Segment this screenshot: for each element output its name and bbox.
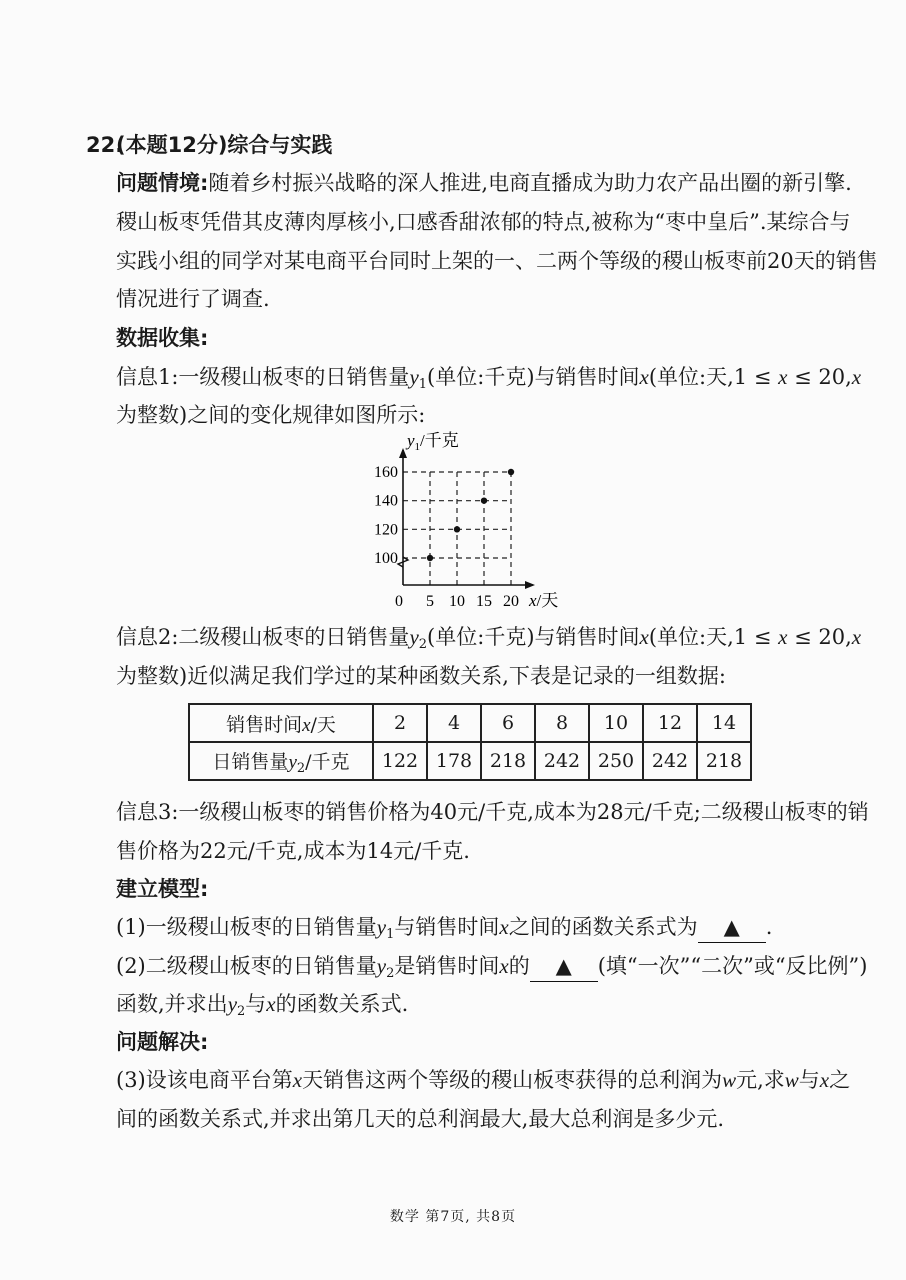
q1-text-c: 之间的函数关系式为 [508, 915, 698, 939]
x-axis-var: x [529, 591, 537, 610]
x-axis-arrow [525, 581, 535, 589]
table-header-sales-unit: /千克 [305, 750, 350, 773]
model-q2-line-2 [116, 989, 408, 1027]
table-cell: 250 [589, 742, 643, 780]
q3-text-c: 元,求 [736, 1068, 785, 1092]
page-footer: 数学 第7页, 共8页 [389, 1209, 517, 1225]
table-cell: 2 [373, 704, 427, 742]
y-axis-sub: 1 [414, 441, 421, 453]
info1-var-x: x [639, 365, 649, 389]
info2-text-c: (单位:天,1 ≤ [648, 625, 779, 649]
y-axis-unit: /千克 [420, 431, 459, 450]
table-cell: 6 [481, 704, 535, 742]
table-row [189, 704, 751, 742]
q2-text-b: 是销售时间 [394, 954, 500, 978]
context-line-4: 情况进行了调查. [116, 287, 270, 311]
q2-answer-blank[interactable]: ▲ [530, 951, 598, 982]
x-axis-unit: /天 [536, 591, 559, 610]
info3-line-2: 售价格为22元/千克,成本为14元/千克. [116, 839, 470, 863]
info2-line-1 [116, 622, 861, 660]
y-axis-label [405, 431, 459, 453]
info2-var-x2: x [778, 625, 788, 649]
info2-var-x: x [639, 625, 649, 649]
info2-sub: 2 [418, 637, 428, 652]
q2-text-a: (2)二级稷山板枣的日销售量 [116, 954, 377, 978]
table-cell: 10 [589, 704, 643, 742]
y-tick-label: 140 [374, 492, 398, 510]
info1-text-d: ≤ 20, [787, 365, 852, 389]
y-axis-var: y [407, 431, 415, 450]
x-tick-label: 5 [426, 593, 434, 610]
x-tick-label: 10 [449, 593, 465, 610]
q3-var-x: x [292, 1068, 303, 1092]
model-q1 [116, 912, 772, 950]
info1-sub: 1 [418, 377, 428, 392]
table-cell: 14 [697, 704, 751, 742]
solve-label: 问题解决: [116, 1030, 209, 1054]
context-label: 问题情境: [116, 171, 209, 195]
info1-text-c: (单位:天,1 ≤ [648, 365, 779, 389]
data-point [508, 469, 514, 475]
info1-var-y: y [409, 365, 419, 389]
context-text-1: 随着乡村振兴战略的深人推进,电商直播成为助力农产品出圈的新引擎. [208, 171, 852, 195]
table-header-sales-text: 日销售量 [212, 750, 289, 773]
table-cell: 4 [427, 704, 481, 742]
info2-text-a: 信息2:二级稷山板枣的日销售量 [116, 625, 410, 649]
table-header-time-var: x [302, 714, 311, 736]
q1-text-b: 与销售时间 [394, 915, 500, 939]
q2l2-var-y: y [227, 992, 238, 1016]
info2-line-2: 为整数)近似满足我们学过的某种函数关系,下表是记录的一组数据: [116, 664, 726, 688]
q2l2-text-b: 与 [245, 992, 267, 1016]
q1-end: . [765, 915, 773, 939]
chart-axes [398, 448, 535, 589]
q3-var-x2: x [819, 1068, 830, 1092]
q2-text-d: (填“一次”“二次”或“反比例”) [597, 954, 868, 978]
data-point [427, 555, 433, 561]
table-header-sales-sub: 2 [296, 760, 306, 776]
info2-text-b: (单位:千克)与销售时间 [427, 625, 640, 649]
table-cell: 218 [697, 742, 751, 780]
q1-var-x: x [499, 915, 509, 939]
data-point [481, 497, 487, 503]
table-header-time-unit: /天 [310, 713, 336, 736]
q1-sub: 1 [386, 927, 395, 942]
info2-var-y: y [409, 625, 419, 649]
x-tick-label: 20 [503, 593, 519, 610]
model-q2 [116, 951, 868, 989]
data-collection-label: 数据收集: [116, 326, 209, 350]
x-tick-label: 0 [395, 593, 403, 610]
q2l2-sub: 2 [237, 1004, 246, 1019]
table-header-time-text: 销售时间 [226, 713, 303, 736]
chart-points [427, 469, 514, 561]
info1-var-x3: x [851, 365, 862, 389]
q2-var-y: y [376, 954, 387, 978]
context-line-2: 稷山板枣凭借其皮薄肉厚核小,口感香甜浓郁的特点,被称为“枣中皇后”.某综合与 [116, 210, 851, 234]
table-cell: 122 [373, 742, 427, 780]
y-axis-arrow [399, 448, 407, 458]
y-tick-label: 100 [374, 550, 398, 567]
q3-text-d: 与 [798, 1068, 820, 1092]
q3-var-w: w [722, 1068, 737, 1092]
context-line-3: 实践小组的同学对某电商平台同时上架的一、二两个等级的稷山板枣前20天的销售 [116, 249, 878, 273]
q3-text-a: (3)设该电商平台第 [116, 1068, 293, 1092]
x-axis-label [528, 591, 558, 610]
q3-var-w2: w [784, 1068, 799, 1092]
q2l2-text-a: 函数,并求出 [116, 992, 228, 1016]
solve-q3 [116, 1065, 850, 1095]
table-header-sales [189, 742, 373, 780]
question-number: 22. [86, 133, 124, 157]
sales-table [188, 703, 752, 781]
q3-text-e: 之 [829, 1068, 851, 1092]
table-cell: 12 [643, 704, 697, 742]
table-row [189, 742, 751, 780]
info2-text-d: ≤ 20, [787, 625, 852, 649]
solve-q3-line-2: 间的函数关系式,并求出第几天的总利润最大,最大总利润是多少元. [116, 1107, 725, 1131]
table-cell: 8 [535, 704, 589, 742]
table-cell: 178 [427, 742, 481, 780]
table-cell: 242 [643, 742, 697, 780]
info1-line-2: 为整数)之间的变化规律如图所示: [116, 403, 426, 427]
y-tick-label: 160 [374, 464, 398, 481]
q2l2-var-x: x [266, 992, 276, 1016]
info1-text-a: 信息1:一级稷山板枣的日销售量 [116, 365, 410, 389]
q1-text-a: (1)一级稷山板枣的日销售量 [116, 915, 377, 939]
question-header: (本题12分)综合与实践 [116, 133, 333, 157]
q3-text-b: 天销售这两个等级的稷山板枣获得的总利润为 [302, 1068, 723, 1092]
q1-var-y: y [376, 915, 387, 939]
model-label: 建立模型: [116, 877, 209, 901]
x-tick-label: 15 [476, 593, 492, 610]
info1-var-x2: x [778, 365, 788, 389]
q2-sub: 2 [386, 966, 395, 981]
q2-text-c: 的 [508, 954, 530, 978]
q1-answer-blank[interactable]: ▲ [698, 912, 766, 943]
data-point [454, 526, 460, 532]
table-cell: 218 [481, 742, 535, 780]
table-header-sales-var: y [288, 751, 297, 773]
info3-line-1: 信息3:一级稷山板枣的销售价格为40元/千克,成本为28元/千克;二级稷山板枣的销 [116, 800, 869, 824]
q2-var-x: x [499, 954, 509, 978]
y-tick-label: 120 [374, 521, 398, 539]
q2l2-text-c: 的函数关系式. [275, 992, 409, 1016]
info1-text-b: (单位:千克)与销售时间 [427, 365, 640, 389]
table-cell: 242 [535, 742, 589, 780]
info2-var-x3: x [851, 625, 862, 649]
table-header-time [189, 704, 373, 742]
